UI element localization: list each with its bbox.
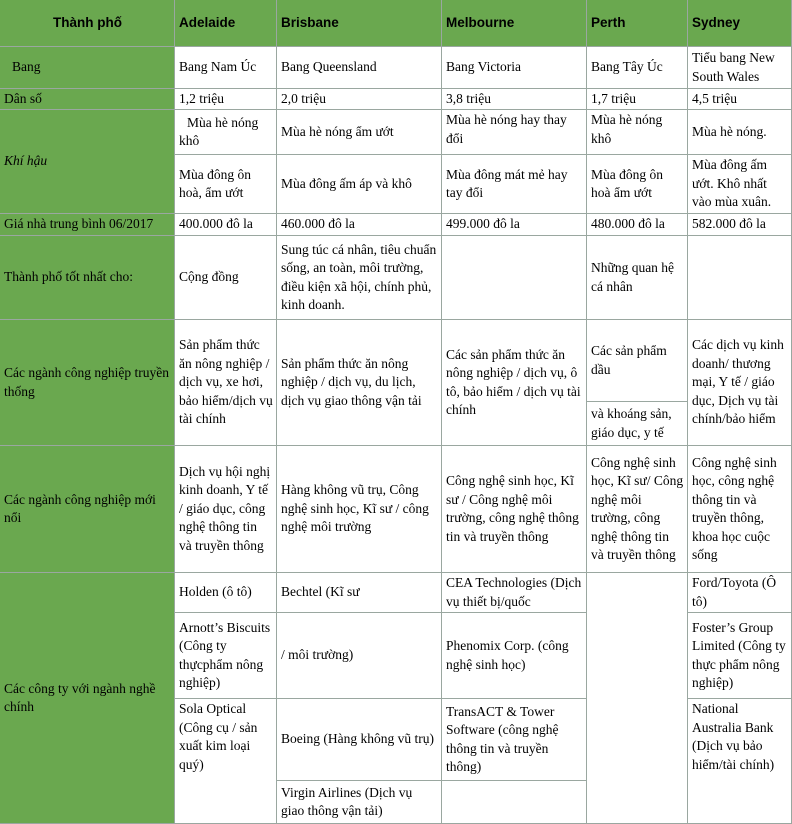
row-label-house-price: Giá nhà trung bình 06/2017 bbox=[0, 214, 175, 236]
climate-winter-melbourne: Mùa đông mát mẻ hay tay đổi bbox=[442, 155, 587, 214]
population-adelaide: 1,2 triệu bbox=[175, 89, 277, 110]
population-sydney: 4,5 triệu bbox=[688, 89, 792, 110]
emerging-adelaide: Dịch vụ hội nghị kinh doanh, Y tế / giáo dục, công nghệ thông tin và truyền thông bbox=[175, 446, 277, 573]
traditional-brisbane: Sản phẩm thức ăn nông nghiệp / dịch vụ, du lịch, dịch vụ giao thông vận tải bbox=[277, 320, 442, 446]
population-melbourne: 3,8 triệu bbox=[442, 89, 587, 110]
population-perth: 1,7 triệu bbox=[587, 89, 688, 110]
climate-winter-brisbane: Mùa đông ấm áp và khô bbox=[277, 155, 442, 214]
state-perth: Bang Tây Úc bbox=[587, 47, 688, 89]
house-price-melbourne: 499.000 đô la bbox=[442, 214, 587, 236]
climate-summer-sydney: Mùa hè nóng. bbox=[688, 110, 792, 155]
house-price-brisbane: 460.000 đô la bbox=[277, 214, 442, 236]
row-label-climate: Khí hậu bbox=[0, 110, 175, 214]
row-label-emerging-industries: Các ngành công nghiệp mới nổi bbox=[0, 446, 175, 573]
emerging-perth: Công nghệ sinh học, Kĩ sư/ Công nghệ môi trường, công nghệ thông tin và truyền thông bbox=[587, 446, 688, 573]
climate-summer-perth: Mùa hè nóng khô bbox=[587, 110, 688, 155]
company-melbourne-1: CEA Technologies (Dịch vụ thiết bị/quốc bbox=[442, 573, 587, 613]
state-adelaide: Bang Nam Úc bbox=[175, 47, 277, 89]
traditional-perth-1: Các sản phẩm dầu bbox=[587, 320, 688, 402]
state-melbourne: Bang Victoria bbox=[442, 47, 587, 89]
row-label-population: Dân số bbox=[0, 89, 175, 110]
company-brisbane-1: Bechtel (Kĩ sư bbox=[277, 573, 442, 613]
state-brisbane: Bang Queensland bbox=[277, 47, 442, 89]
best-for-brisbane: Sung túc cá nhân, tiêu chuẩn sống, an toàn, môi trường, điều kiện xã hội, chính phủ, kinh doanh. bbox=[277, 236, 442, 320]
climate-summer-adelaide: Mùa hè nóng khô bbox=[175, 110, 277, 155]
company-brisbane-4: Virgin Airlines (Dịch vụ giao thông vận tải) bbox=[277, 781, 442, 824]
climate-winter-sydney: Mùa đông ấm ướt. Khô nhất vào mùa xuân. bbox=[688, 155, 792, 214]
company-sydney-1: Ford/Toyota (Ô tô) bbox=[688, 573, 792, 613]
row-label-best-for: Thành phố tốt nhất cho: bbox=[0, 236, 175, 320]
traditional-sydney: Các dịch vụ kinh doanh/ thương mại, Y tế / giáo dục, Dịch vụ tài chính/bảo hiểm bbox=[688, 320, 792, 446]
company-sydney-3: National Australia Bank (Dịch vụ bảo hiểm/tài chính) bbox=[688, 699, 792, 824]
header-city: Thành phố bbox=[0, 0, 175, 47]
header-sydney: Sydney bbox=[688, 0, 792, 47]
company-brisbane-3: Boeing (Hàng không vũ trụ) bbox=[277, 699, 442, 781]
climate-summer-melbourne: Mùa hè nóng hay thay đổi bbox=[442, 110, 587, 155]
best-for-sydney bbox=[688, 236, 792, 320]
emerging-melbourne: Công nghệ sinh học, Kĩ sư / Công nghệ môi trường, công nghệ thông tin và truyền thông bbox=[442, 446, 587, 573]
best-for-melbourne bbox=[442, 236, 587, 320]
traditional-adelaide: Sản phẩm thức ăn nông nghiệp / dịch vụ, xe hơi, bảo hiểm/dịch vụ tài chính bbox=[175, 320, 277, 446]
company-sydney-2: Foster’s Group Limited (Công ty thực phẩm nông nghiệp) bbox=[688, 613, 792, 699]
climate-summer-brisbane: Mùa hè nóng ẩm ướt bbox=[277, 110, 442, 155]
state-sydney: Tiểu bang New South Wales bbox=[688, 47, 792, 89]
company-melbourne-3: TransACT & Tower Software (công nghệ thông tin và truyền thông) bbox=[442, 699, 587, 781]
best-for-perth: Những quan hệ cá nhân bbox=[587, 236, 688, 320]
row-label-state: Bang bbox=[0, 47, 175, 89]
row-label-traditional-industries: Các ngành công nghiệp truyền thống bbox=[0, 320, 175, 446]
population-brisbane: 2,0 triệu bbox=[277, 89, 442, 110]
company-adelaide-1: Holden (ô tô) bbox=[175, 573, 277, 613]
best-for-adelaide: Cộng đồng bbox=[175, 236, 277, 320]
climate-winter-perth: Mùa đông ôn hoà ẩm ướt bbox=[587, 155, 688, 214]
emerging-sydney: Công nghệ sinh học, công nghệ thông tin và truyền thông, khoa học cuộc sống bbox=[688, 446, 792, 573]
company-adelaide-2: Arnott’s Biscuits (Công ty thựcphẩm nông nghiệp) bbox=[175, 613, 277, 699]
emerging-brisbane: Hàng không vũ trụ, Công nghệ sinh học, Kĩ sư / công nghệ môi trường bbox=[277, 446, 442, 573]
header-brisbane: Brisbane bbox=[277, 0, 442, 47]
company-melbourne-2: Phenomix Corp. (công nghệ sinh học) bbox=[442, 613, 587, 699]
company-adelaide-3: Sola Optical (Công cụ / sản xuất kim loại quý) bbox=[175, 699, 277, 824]
header-adelaide: Adelaide bbox=[175, 0, 277, 47]
header-perth: Perth bbox=[587, 0, 688, 47]
traditional-perth-2: và khoáng sản, giáo dục, y tế bbox=[587, 402, 688, 446]
house-price-sydney: 582.000 đô la bbox=[688, 214, 792, 236]
company-melbourne-4 bbox=[442, 781, 587, 824]
row-label-companies: Các công ty với ngành nghề chính bbox=[0, 573, 175, 824]
header-melbourne: Melbourne bbox=[442, 0, 587, 47]
company-brisbane-2: / môi trường) bbox=[277, 613, 442, 699]
climate-winter-adelaide: Mùa đông ôn hoà, ẩm ướt bbox=[175, 155, 277, 214]
house-price-perth: 480.000 đô la bbox=[587, 214, 688, 236]
company-perth bbox=[587, 573, 688, 824]
traditional-melbourne: Các sản phẩm thức ăn nông nghiệp / dịch vụ, ô tô, bảo hiểm / dịch vụ tài chính bbox=[442, 320, 587, 446]
house-price-adelaide: 400.000 đô la bbox=[175, 214, 277, 236]
